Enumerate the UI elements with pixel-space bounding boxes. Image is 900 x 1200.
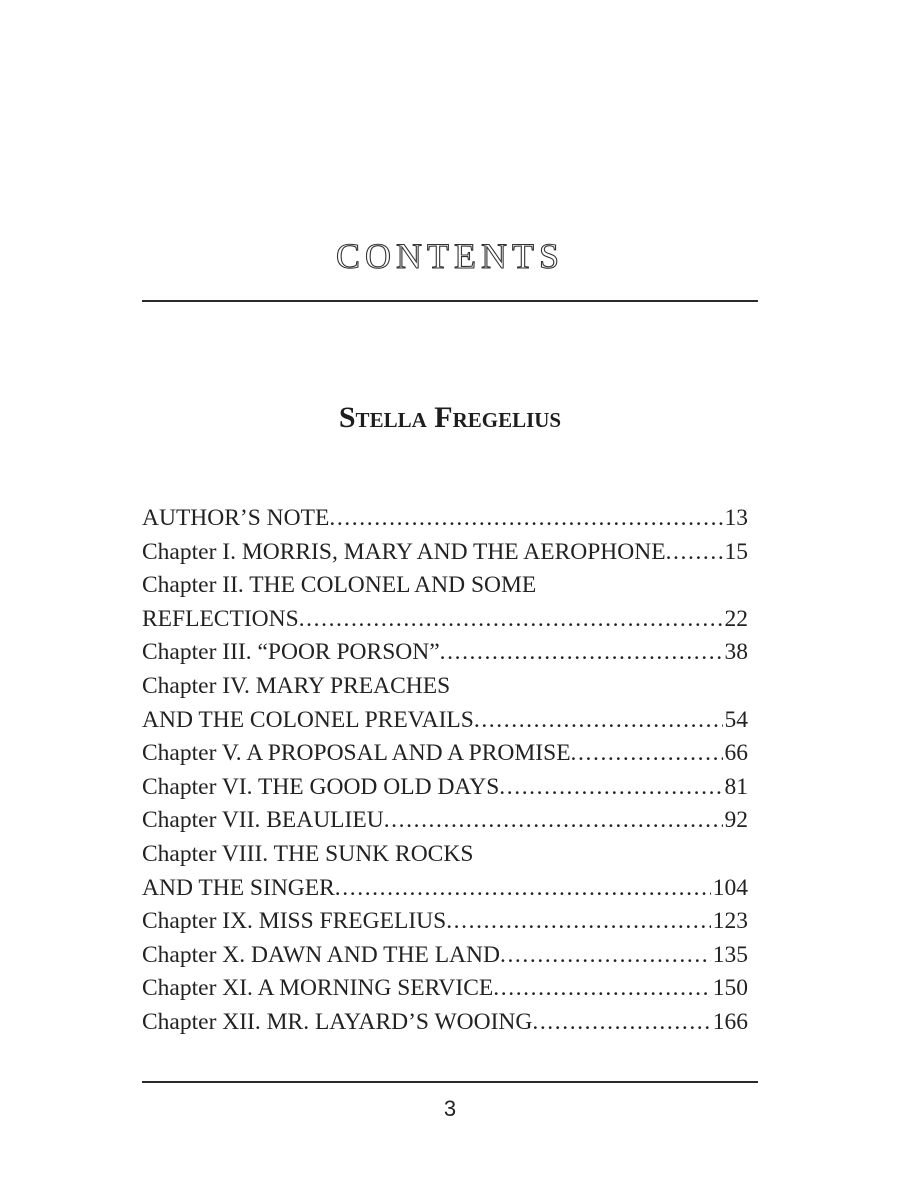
toc-entry[interactable]	[142, 636, 748, 670]
toc-entry-title: AND THE SINGER	[142, 874, 335, 901]
toc-entry-title-line1: Chapter IV. MARY PREACHES	[142, 672, 451, 699]
toc-entry-title: Chapter VI. THE GOOD OLD DAYS	[142, 773, 500, 800]
toc-entry-page: 150	[712, 975, 748, 1002]
page-number: 3	[443, 1096, 457, 1121]
toc-entry[interactable]	[142, 1006, 748, 1040]
toc-entry-title-line1: Chapter II. THE COLONEL AND SOME	[142, 572, 537, 599]
toc-entry-title-line1: Chapter VIII. THE SUNK ROCKS	[142, 840, 474, 867]
toc-entry[interactable]	[142, 905, 748, 939]
dot-leader	[299, 603, 723, 637]
toc-entry-title: REFLECTIONS	[142, 605, 299, 632]
toc-entry-title: Chapter V. A PROPOSAL AND A PROMISE	[142, 740, 571, 767]
toc-entry-title: Chapter I. MORRIS, MARY AND THE AEROPHONE	[142, 538, 666, 565]
dot-leader	[499, 771, 722, 805]
toc-entry-title: Chapter XII. MR. LAYARD’S WOOING	[142, 1008, 533, 1035]
toc-entry-page: 54	[724, 706, 748, 733]
bottom-divider	[142, 1081, 758, 1083]
toc-entry[interactable]	[142, 737, 748, 771]
dot-leader	[440, 636, 723, 670]
toc-entry[interactable]	[142, 502, 748, 536]
toc-entry-page: 38	[724, 639, 748, 666]
top-divider	[142, 300, 758, 302]
toc-entry-page: 104	[712, 874, 748, 901]
toc-entry-title: Chapter VII. BEAULIEU	[142, 807, 384, 834]
dot-leader	[335, 872, 711, 906]
toc-entry-title: AND THE COLONEL PREVAILS	[142, 706, 474, 733]
toc-entry[interactable]	[142, 838, 748, 905]
toc-entry[interactable]	[142, 804, 748, 838]
toc-entry-title: AUTHOR’S NOTE	[142, 505, 330, 531]
toc-entry-page: 135	[712, 941, 748, 968]
dot-leader	[666, 536, 723, 570]
toc-entry-page: 81	[724, 773, 748, 800]
toc-entry-page: 123	[712, 908, 748, 935]
toc-entry-page: 15	[724, 538, 748, 565]
toc-entry-page: 166	[712, 1008, 748, 1035]
toc-entry-page: 66	[724, 740, 748, 767]
toc-entry[interactable]	[142, 972, 748, 1006]
toc-entry[interactable]	[142, 939, 748, 973]
toc-entry[interactable]	[142, 569, 748, 636]
toc-entry-page: 92	[724, 807, 748, 834]
toc-entry-title: Chapter X. DAWN AND THE LAND	[142, 941, 500, 968]
dot-leader	[571, 737, 723, 771]
toc-entry-page: 22	[724, 605, 748, 632]
table-of-contents	[142, 502, 748, 1040]
contents-heading: CONTENTS	[336, 236, 564, 276]
dot-leader	[384, 804, 723, 838]
dot-leader	[493, 972, 710, 1006]
dot-leader	[446, 905, 711, 939]
toc-entry-page: 13	[724, 505, 748, 531]
dot-leader	[500, 939, 711, 973]
book-title: Stella Fregelius	[338, 401, 562, 434]
toc-entry-title: Chapter XI. A MORNING SERVICE	[142, 975, 494, 1002]
dot-leader	[474, 704, 723, 738]
toc-entry[interactable]	[142, 536, 748, 570]
toc-entry-title: Chapter IX. MISS FREGELIUS	[142, 908, 447, 935]
toc-entry[interactable]	[142, 771, 748, 805]
dot-leader	[329, 502, 722, 536]
toc-entry[interactable]	[142, 670, 748, 737]
toc-entry-title: Chapter III. “POOR PORSON”	[142, 639, 440, 666]
dot-leader	[532, 1006, 710, 1040]
